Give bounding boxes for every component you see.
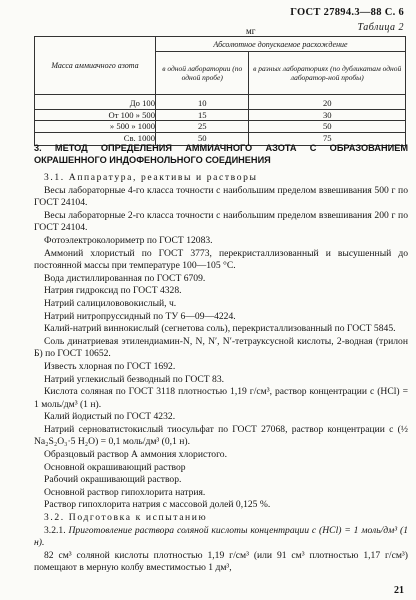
table-cell-mass: » 500 » 1000 xyxy=(35,121,156,133)
page-header: ГОСТ 27894.3—88 С. 6 xyxy=(290,7,404,18)
paragraph: Калий йодистый по ГОСТ 4232. xyxy=(44,411,176,423)
column-header-single-lab: в одной лаборатории (по одной пробе) xyxy=(156,52,249,95)
section-title: 3. МЕТОД ОПРЕДЕЛЕНИЯ АММИАЧНОГО АЗОТА С ОБРАЗОВАНИЕМ ОКРАШЕННОГО ИНДОФЕНОЛЬНОГО СОЕДИНЕНИЯ xyxy=(34,143,408,165)
table-row xyxy=(35,95,406,110)
paragraph: Калий-натрий виннокислый (сегнетова соль), перекристаллизованный по ГОСТ 5845. xyxy=(44,323,396,335)
table-row xyxy=(35,121,406,133)
table-cell-inter: 30 xyxy=(249,109,406,121)
document-body xyxy=(34,142,408,575)
subsection-heading: 3.1. Аппаратура, реактивы и растворы xyxy=(44,172,258,183)
table-cell-single: 25 xyxy=(156,121,249,133)
paragraph: Натрий углекислый безводный по ГОСТ 83. xyxy=(44,373,225,385)
column-header-inter-lab: в разных лабораториях (по дубликатам одной лаборатор-ной пробы) xyxy=(249,52,406,95)
column-header-group: Абсолютное допускаемое расхождение xyxy=(156,37,406,52)
paragraph: Аммоний хлористый по ГОСТ 3773, перекристаллизованный и высушенный до постоянной массы при температуре 100—105 °С. xyxy=(34,247,408,272)
table-cell-mass: Св. 1000 xyxy=(35,132,156,146)
table-row xyxy=(35,109,406,121)
subsection-heading: 3.2. Подготовка к испытанию xyxy=(44,512,208,524)
paragraph: Весы лабораторные 4-го класса точности с наибольшим пределом взвешивания 500 г по ГОСТ 24104. xyxy=(34,184,408,209)
paragraph: Натрий серноватистокислый тиосульфат по ГОСТ 27068, раствор концентрации с (½ Na₂S₂O₃·5 H₂O) = 0,1 моль/дм³ (0,1 н). xyxy=(34,423,408,448)
paragraph: Соль динатриевая этилендиамин-N, N, N′, N′-тетрауксусной кислоты, 2-водная (трилон Б) по ГОСТ 10652. xyxy=(34,335,408,360)
table-cell-mass: От 100 » 500 xyxy=(35,109,156,121)
tolerance-table xyxy=(34,36,406,146)
paragraph: Натрия гидроксид по ГОСТ 4328. xyxy=(44,285,182,297)
paragraph: Основной раствор гипохлорита натрия. xyxy=(44,486,206,498)
table-cell-inter: 75 xyxy=(249,132,406,146)
paragraph: Весы лабораторные 2-го класса точности с наибольшим пределом взвешивания 200 г по ГОСТ 24104. xyxy=(34,209,408,234)
table-cell-single: 10 xyxy=(156,95,249,110)
paragraph: Рабочий окрашивающий раствор. xyxy=(44,474,182,486)
paragraph: Натрий нитропруссидный по ТУ 6—09—4224. xyxy=(44,310,236,322)
clause-title: Приготовление раствора соляной кислоты концентрации с (НСl) = 1 моль/дм³ (1 н). xyxy=(34,524,409,549)
table-cell-single: 50 xyxy=(156,132,249,146)
clause-number: 3.2.1. xyxy=(44,524,66,536)
page-number: 21 xyxy=(394,585,404,596)
paragraph: Образцовый раствор А аммония хлористого. xyxy=(44,449,227,461)
paragraph: Кислота соляная по ГОСТ 3118 плотностью 1,19 г/см³, раствор концентрации с (НСl) = 1 моль/дм³ (1 н). xyxy=(34,386,408,410)
table-cell-inter: 50 xyxy=(249,121,406,133)
paragraph: Раствор гипохлорита натрия с массовой долей 0,125 %. xyxy=(44,499,271,511)
column-header-mass: Масса аммиачного азота xyxy=(35,37,156,95)
table-caption: Таблица 2 xyxy=(357,22,404,33)
paragraph: Натрий салицилововокислый, ч. xyxy=(44,297,177,309)
paragraph: Фотоэлектроколориметр по ГОСТ 12083. xyxy=(44,234,213,246)
paragraph: Основной окрашивающий раствор xyxy=(44,461,186,473)
paragraph: Известь хлорная по ГОСТ 1692. xyxy=(44,360,176,372)
table-cell-single: 15 xyxy=(156,109,249,121)
table-cell-mass: До 100 xyxy=(35,95,156,110)
table-cell-inter: 20 xyxy=(249,95,406,110)
paragraph: Вода дистиллированная по ГОСТ 6709. xyxy=(44,272,206,284)
paragraph: 82 см³ соляной кислоты плотностью 1,19 г/см³ (или 91 см³ плотностью 1,17 г/см³) помещают в мерную колбу вместимостью 1 дм³, xyxy=(34,549,408,574)
table-unit: мг xyxy=(246,26,256,36)
paragraph xyxy=(34,525,408,550)
